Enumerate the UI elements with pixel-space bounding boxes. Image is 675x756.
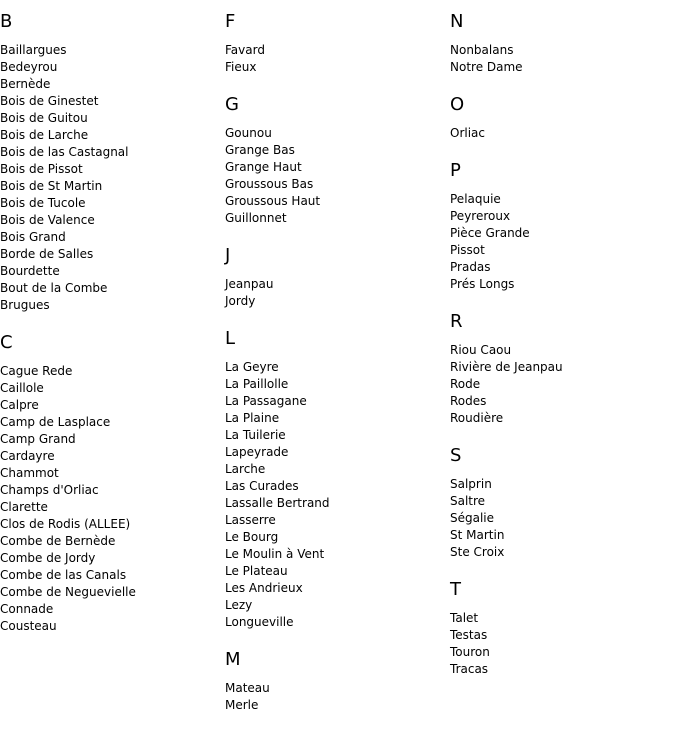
index-column-1 bbox=[0, 0, 225, 635]
place-name: Testas bbox=[450, 628, 488, 642]
place-list bbox=[225, 680, 450, 714]
place-name: Bout de la Combe bbox=[0, 281, 108, 295]
place-name: Bois Grand bbox=[0, 230, 66, 244]
letter-heading: S bbox=[450, 445, 462, 466]
place-name: Ste Croix bbox=[450, 545, 505, 559]
place-name: Rode bbox=[450, 377, 481, 391]
letter-heading: T bbox=[450, 579, 461, 600]
place-name: Bedeyrou bbox=[0, 60, 58, 74]
letter-heading: B bbox=[0, 11, 13, 32]
letter-group-m bbox=[225, 650, 450, 714]
place-name: Cardayre bbox=[0, 449, 55, 463]
place-name: Camp Grand bbox=[0, 432, 76, 446]
letter-heading: P bbox=[450, 160, 461, 181]
index-column-2 bbox=[225, 0, 450, 714]
place-name: Lapeyrade bbox=[225, 445, 289, 459]
place-name: Le Plateau bbox=[225, 564, 288, 578]
place-name: Pissot bbox=[450, 243, 485, 257]
place-name: Calpre bbox=[0, 398, 39, 412]
place-name: Jordy bbox=[225, 294, 256, 308]
place-name: Jeanpau bbox=[225, 277, 274, 291]
letter-group-t bbox=[450, 580, 675, 678]
letter-group-c bbox=[0, 333, 225, 635]
place-name: Cousteau bbox=[0, 619, 57, 633]
place-name: Lassalle Bertrand bbox=[225, 496, 330, 510]
place-name: Rodes bbox=[450, 394, 487, 408]
place-list bbox=[450, 125, 675, 142]
place-list bbox=[225, 125, 450, 227]
place-name: Groussous Bas bbox=[225, 177, 314, 191]
letter-heading: N bbox=[450, 11, 464, 32]
place-name: Le Bourg bbox=[225, 530, 279, 544]
place-list bbox=[0, 42, 225, 314]
place-name: Connade bbox=[0, 602, 54, 616]
letter-heading: G bbox=[225, 94, 239, 115]
place-name: Merle bbox=[225, 698, 259, 712]
place-name: Camp de Lasplace bbox=[0, 415, 111, 429]
place-name: Lasserre bbox=[225, 513, 276, 527]
place-list bbox=[450, 342, 675, 427]
place-name: Bois de las Castagnal bbox=[0, 145, 129, 159]
place-name: Rivière de Jeanpau bbox=[450, 360, 563, 374]
index-column-3 bbox=[450, 0, 675, 678]
place-name: Mateau bbox=[225, 681, 270, 695]
place-name: Favard bbox=[225, 43, 265, 57]
place-name: Talet bbox=[450, 611, 479, 625]
place-name: Touron bbox=[450, 645, 490, 659]
place-name: Saltre bbox=[450, 494, 486, 508]
letter-group-l bbox=[225, 329, 450, 631]
place-name: Bernède bbox=[0, 77, 51, 91]
letter-heading: O bbox=[450, 94, 465, 115]
place-name: St Martin bbox=[450, 528, 505, 542]
place-name: Champs d'Orliac bbox=[0, 483, 99, 497]
place-name: Larche bbox=[225, 462, 266, 476]
place-name: Bois de Tucole bbox=[0, 196, 86, 210]
place-name: Clarette bbox=[0, 500, 48, 514]
place-name: Roudière bbox=[450, 411, 504, 425]
letter-group-r bbox=[450, 312, 675, 427]
place-name: Combe de Jordy bbox=[0, 551, 96, 565]
place-name: Pelaquie bbox=[450, 192, 501, 206]
letter-heading: J bbox=[225, 245, 231, 266]
place-name: Les Andrieux bbox=[225, 581, 303, 595]
letter-group-b bbox=[0, 12, 225, 314]
place-name: Baillargues bbox=[0, 43, 67, 57]
place-name: Bois de St Martin bbox=[0, 179, 103, 193]
letter-group-j bbox=[225, 246, 450, 310]
place-list bbox=[0, 363, 225, 635]
place-name: Pradas bbox=[450, 260, 491, 274]
place-name: Cague Rede bbox=[0, 364, 73, 378]
place-name: Bois de Valence bbox=[0, 213, 95, 227]
place-name: Fieux bbox=[225, 60, 257, 74]
letter-group-g bbox=[225, 95, 450, 227]
place-name: Lezy bbox=[225, 598, 253, 612]
place-name: Combe de las Canals bbox=[0, 568, 127, 582]
place-name: Grange Bas bbox=[225, 143, 295, 157]
place-name: Guillonnet bbox=[225, 211, 287, 225]
place-name: Bois de Ginestet bbox=[0, 94, 99, 108]
place-name: Le Moulin à Vent bbox=[225, 547, 325, 561]
place-name: Prés Longs bbox=[450, 277, 515, 291]
place-list bbox=[450, 610, 675, 678]
letter-group-n bbox=[450, 12, 675, 76]
place-list bbox=[450, 42, 675, 76]
place-name: Ségalie bbox=[450, 511, 495, 525]
place-name: Caillole bbox=[0, 381, 44, 395]
place-name: Bois de Guitou bbox=[0, 111, 88, 125]
place-list bbox=[225, 42, 450, 76]
place-name: Peyreroux bbox=[450, 209, 511, 223]
place-name: Clos de Rodis (ALLEE) bbox=[0, 517, 131, 531]
letter-group-f bbox=[225, 12, 450, 76]
place-list bbox=[225, 276, 450, 310]
place-name: Brugues bbox=[0, 298, 50, 312]
place-name: La Plaine bbox=[225, 411, 280, 425]
letter-heading: M bbox=[225, 649, 241, 670]
place-name: Bois de Larche bbox=[0, 128, 89, 142]
place-name: Las Curades bbox=[225, 479, 299, 493]
place-name: La Geyre bbox=[225, 360, 279, 374]
place-name: Tracas bbox=[450, 662, 489, 676]
place-name: Longueville bbox=[225, 615, 294, 629]
place-name: Groussous Haut bbox=[225, 194, 321, 208]
place-name: La Passagane bbox=[225, 394, 307, 408]
place-list bbox=[450, 476, 675, 561]
place-name: Orliac bbox=[450, 126, 485, 140]
letter-heading: R bbox=[450, 311, 463, 332]
place-list bbox=[450, 191, 675, 293]
place-name: Salprin bbox=[450, 477, 492, 491]
place-name: Borde de Salles bbox=[0, 247, 94, 261]
place-name: Combe de Neguevielle bbox=[0, 585, 136, 599]
place-name: Bois de Pissot bbox=[0, 162, 83, 176]
place-name: Chammot bbox=[0, 466, 59, 480]
place-name: Bourdette bbox=[0, 264, 60, 278]
place-name: Grange Haut bbox=[225, 160, 302, 174]
place-name: La Tuilerie bbox=[225, 428, 286, 442]
letter-group-s bbox=[450, 446, 675, 561]
letter-group-p bbox=[450, 161, 675, 293]
place-list bbox=[225, 359, 450, 631]
letter-heading: C bbox=[0, 332, 13, 353]
place-name: Gounou bbox=[225, 126, 272, 140]
place-name: Combe de Bernède bbox=[0, 534, 116, 548]
letter-heading: L bbox=[225, 328, 236, 349]
letter-heading: F bbox=[225, 11, 236, 32]
place-name: Notre Dame bbox=[450, 60, 523, 74]
place-name: La Paillolle bbox=[225, 377, 289, 391]
place-name: Pièce Grande bbox=[450, 226, 530, 240]
letter-group-o bbox=[450, 95, 675, 142]
place-name: Riou Caou bbox=[450, 343, 512, 357]
place-name: Nonbalans bbox=[450, 43, 514, 57]
